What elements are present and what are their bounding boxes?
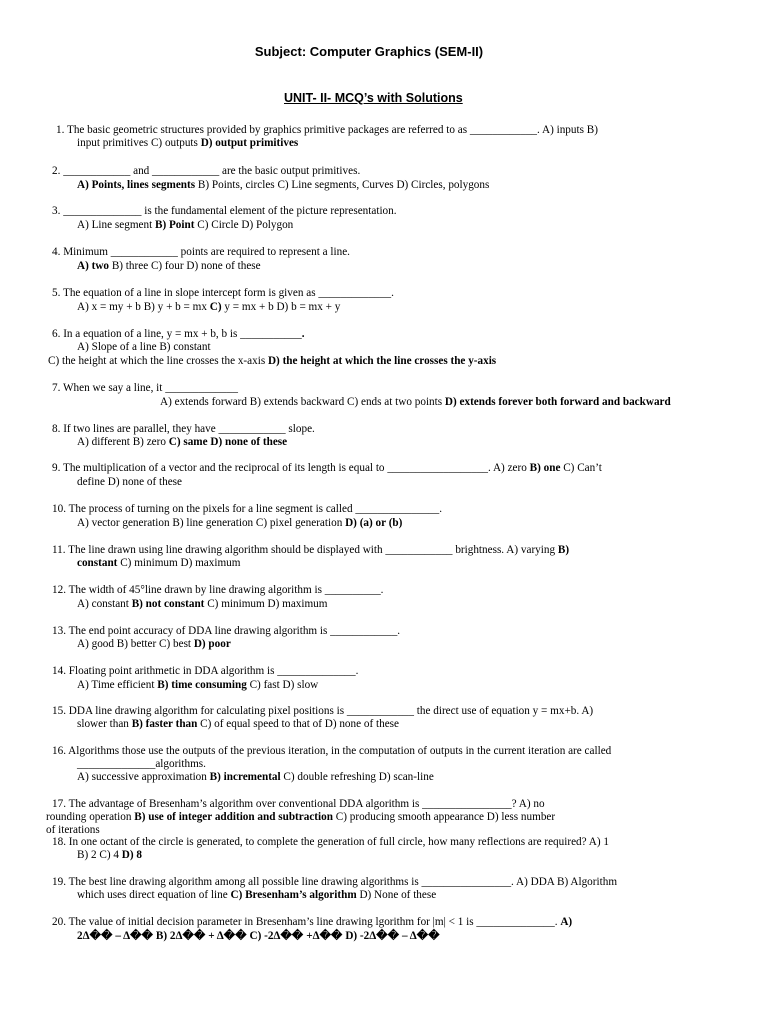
question-5-line-1: 5. The equation of a line in slope intercept form is given as _____________. bbox=[52, 287, 394, 299]
question-16-line-2: ______________algorithms. bbox=[77, 758, 206, 770]
answer-highlight: B) use of integer addition and subtraction bbox=[134, 811, 333, 823]
answer-highlight: B) time consuming bbox=[157, 679, 247, 691]
question-1-line-1: 1. The basic geometric structures provided by graphics primitive packages are referred to as ____________. A) inputs B) bbox=[56, 124, 598, 136]
subject-heading: Subject: Computer Graphics (SEM-II) bbox=[254, 44, 484, 59]
question-6-line-2: A) Slope of a line B) constant bbox=[77, 341, 211, 353]
question-11-line-1: 11. The line drawn using line drawing algorithm should be displayed with ____________ brightness. A) varying B) bbox=[52, 544, 570, 556]
question-12-line-1: 12. The width of 45°line drawn by line drawing algorithm is __________. bbox=[52, 584, 384, 596]
question-20-line-2: 2Δ�� – Δ�� B) 2Δ�� + Δ�� C) -2Δ�� +Δ�� D) -2Δ�� – Δ�� bbox=[77, 930, 440, 942]
question-15-line-1: 15. DDA line drawing algorithm for calculating pixel positions is ____________ the direct use of equation y = mx+b. A) bbox=[52, 705, 594, 717]
question-6-line-3: C) the height at which the line crosses the x-axis D) the height at which the line crosses the y-axis bbox=[48, 355, 497, 367]
question-20-line-1: 20. The value of initial decision parameter in Bresenham’s line drawing lgorithm for |m| < 1 is ______________. A) bbox=[52, 916, 573, 928]
answer-highlight: B) Point bbox=[154, 219, 195, 231]
question-18-line-2: B) 2 C) 4 D) 8 bbox=[77, 849, 142, 861]
question-7-line-1: 7. When we say a line, it _____________ bbox=[52, 382, 238, 394]
question-9-line-2: define D) none of these bbox=[77, 476, 182, 488]
question-17-line-2: rounding operation B) use of integer addition and subtraction C) producing smooth appearance D) less number bbox=[46, 811, 556, 823]
question-17-line-1: 17. The advantage of Bresenham’s algorithm over conventional DDA algorithm is ________________? A) no bbox=[52, 798, 545, 810]
unit-title: UNIT- II- MCQ’s with Solutions bbox=[284, 91, 463, 105]
question-17-line-3: of iterations bbox=[46, 824, 100, 836]
question-9-line-1: 9. The multiplication of a vector and the reciprocal of its length is equal to __________________. A) zero B) one C) Can’t bbox=[52, 462, 602, 474]
question-13-line-1: 13. The end point accuracy of DDA line drawing algorithm is ____________. bbox=[52, 625, 401, 637]
question-8-line-2: A) different B) zero C) same D) none of these bbox=[77, 436, 288, 448]
question-4-line-2: A) two B) three C) four D) none of these bbox=[77, 260, 261, 272]
question-4-line-1: 4. Minimum ____________ points are required to represent a line. bbox=[52, 246, 350, 258]
question-7-line-2: A) extends forward B) extends backward C) ends at two points D) extends forever both forward and backward bbox=[160, 396, 671, 408]
answer-highlight: A) bbox=[560, 916, 573, 928]
answer-highlight: D) 8 bbox=[121, 849, 142, 861]
question-8-line-1: 8. If two lines are parallel, they have ____________ slope. bbox=[52, 423, 315, 435]
answer-highlight: constant bbox=[77, 557, 118, 569]
question-1-line-2: input primitives C) outputs D) output primitives bbox=[77, 137, 299, 149]
answer-highlight: C) same D) none of these bbox=[168, 436, 288, 448]
answer-highlight: D) the height at which the line crosses the y-axis bbox=[267, 355, 497, 367]
answer-highlight: B) one bbox=[529, 462, 561, 474]
answer-highlight: D) poor bbox=[193, 638, 231, 650]
question-16-line-1: 16. Algorithms those use the outputs of the previous iteration, in the computation of outputs in the current iteration are called bbox=[52, 745, 612, 757]
question-16-line-3: A) successive approximation B) incremental C) double refreshing D) scan-line bbox=[77, 771, 434, 783]
question-15-line-2: slower than B) faster than C) of equal speed to that of D) none of these bbox=[77, 718, 399, 730]
answer-highlight: D) (a) or (b) bbox=[345, 517, 403, 529]
question-11-line-2: constant C) minimum D) maximum bbox=[77, 557, 241, 569]
answer-highlight: B) incremental bbox=[209, 771, 281, 783]
answer-highlight: B) not constant bbox=[131, 598, 205, 610]
answer-highlight: A) two bbox=[77, 260, 110, 272]
question-3-line-2: A) Line segment B) Point C) Circle D) Polygon bbox=[77, 219, 294, 231]
question-6-line-1: 6. In a equation of a line, y = mx + b, b is ___________. bbox=[52, 328, 305, 340]
question-13-line-2: A) good B) better C) best D) poor bbox=[77, 638, 231, 650]
question-19-line-2: which uses direct equation of line C) Bresenham’s algorithm D) None of these bbox=[77, 889, 437, 901]
answer-highlight: D) extends forever both forward and backward bbox=[444, 396, 671, 408]
answer-highlight: C) bbox=[209, 301, 222, 313]
question-10-line-1: 10. The process of turning on the pixels for a line segment is called _______________. bbox=[52, 503, 443, 515]
question-5-line-2: A) x = my + b B) y + b = mx C) y = mx + b D) b = mx + y bbox=[77, 301, 341, 313]
question-10-line-2: A) vector generation B) line generation C) pixel generation D) (a) or (b) bbox=[77, 517, 403, 529]
answer-highlight: D) output primitives bbox=[200, 137, 299, 149]
question-14-line-1: 14. Floating point arithmetic in DDA algorithm is ______________. bbox=[52, 665, 359, 677]
answer-highlight: A) Points, lines segments bbox=[77, 179, 196, 191]
question-19-line-1: 19. The best line drawing algorithm among all possible line drawing algorithms is ________________. A) DDA B) Algorithm bbox=[52, 876, 618, 888]
answer-highlight: C) Bresenham’s algorithm bbox=[230, 889, 357, 901]
question-3-line-1: 3. ______________ is the fundamental element of the picture representation. bbox=[52, 205, 397, 217]
question-12-line-2: A) constant B) not constant C) minimum D) maximum bbox=[77, 598, 328, 610]
answer-highlight: B) faster than bbox=[131, 718, 198, 730]
question-18-line-1: 18. In one octant of the circle is generated, to complete the generation of full circle, how many reflections are required? A) 1 bbox=[52, 836, 609, 848]
question-14-line-2: A) Time efficient B) time consuming C) fast D) slow bbox=[77, 679, 319, 691]
question-2-line-2: A) Points, lines segments B) Points, circles C) Line segments, Curves D) Circles, polygons bbox=[77, 179, 490, 191]
question-2-line-1: 2. ____________ and ____________ are the basic output primitives. bbox=[52, 165, 361, 177]
